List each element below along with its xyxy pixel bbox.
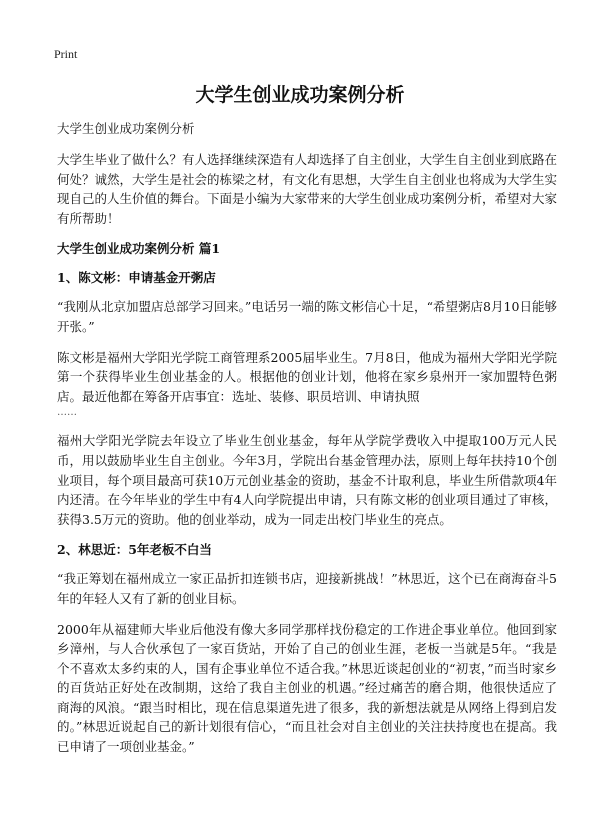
case1-paragraph-1: “我刚从北京加盟店总部学习回来。”电话另一端的陈文彬信心十足，“希望粥店8月10日能够开张。”: [57, 299, 557, 334]
intro-paragraph: 大学生毕业了做什么？有人选择继续深造有人却选择了自主创业，大学生自主创业到底路在何处？诚然，大学生是社会的栋梁之材，有文化有思想，大学生自主创业也将成为大学生实现自己的人生价值的舞台。下面是小编为大家带来的大学生创业成功案例分析，希望对大家有所帮助！: [57, 152, 558, 226]
case1-heading: 1、陈文彬：申请基金开粥店: [57, 270, 216, 286]
case2-paragraph-2: 2000年从福建师大毕业后他没有像大多同学那样找份稳定的工作进企事业单位。他回到家乡漳州，与人合伙承包了一家百货站，开始了自己的创业生涯，老板一当就是5年。“我是个不喜欢太多约束的人，国有企事业单位不适合我。”林思近谈起创业的“初衷，”而当时家乡的百货站正好处在改制期，这给了我自主创业的机遇。”经过痛苦的磨合期，他很快适应了商海的风浪。“跟当时相比，现在信息渠道先进了很多，我的新想法就是从网络上得到启发的。”林思近说起自己的新计划很有信心，“而且社会对自主创业的关注扶持度也在提高。我已申请了一项创业基金。”: [57, 621, 557, 755]
document-body: [57, 119, 557, 768]
case1-ellipsis: ……: [57, 407, 77, 419]
document-subtitle: 大学生创业成功案例分析: [57, 121, 195, 136]
page-title: 大学生创业成功案例分析: [195, 84, 405, 106]
case2-paragraph-1: “我正筹划在福州成立一家正品折扣连锁书店，迎接新挑战！”林思近，这个已在商海奋斗5年的年轻人又有了新的创业目标。: [57, 571, 557, 606]
section-heading: 大学生创业成功案例分析 篇1: [57, 241, 221, 257]
case1-paragraph-3: 福州大学阳光学院去年设立了毕业生创业基金，每年从学院学费收入中提取100万元人民币，用以鼓励毕业生自主创业。今年3月，学院出台基金管理办法，原则上每年扶持10个创业项目，每个项目最高可获10万元创业基金的资助，基金不计取利息，毕业生所借款项4年内还清。在今年毕业的学生中有4人向学院提出申请，只有陈文彬的创业项目通过了审核，获得3.5万元的资助。他的创业举动，成为一同走出校门毕业生的亮点。: [57, 433, 557, 527]
case1-paragraph-2: [57, 348, 557, 421]
print-label: Print: [54, 47, 78, 61]
case1-paragraph-2-text: 陈文彬是福州大学阳光学院工商管理系2005届毕业生。7月8日，他成为福州大学阳光学院第一个获得毕业生创业基金的人。根据他的创业计划，他将在家乡泉州开一家加盟特色粥店。最近他都在筹备开店事宜：选址、装修、职员培训、申请执照: [57, 349, 557, 404]
case2-heading: 2、林思近：5年老板不白当: [57, 542, 212, 558]
